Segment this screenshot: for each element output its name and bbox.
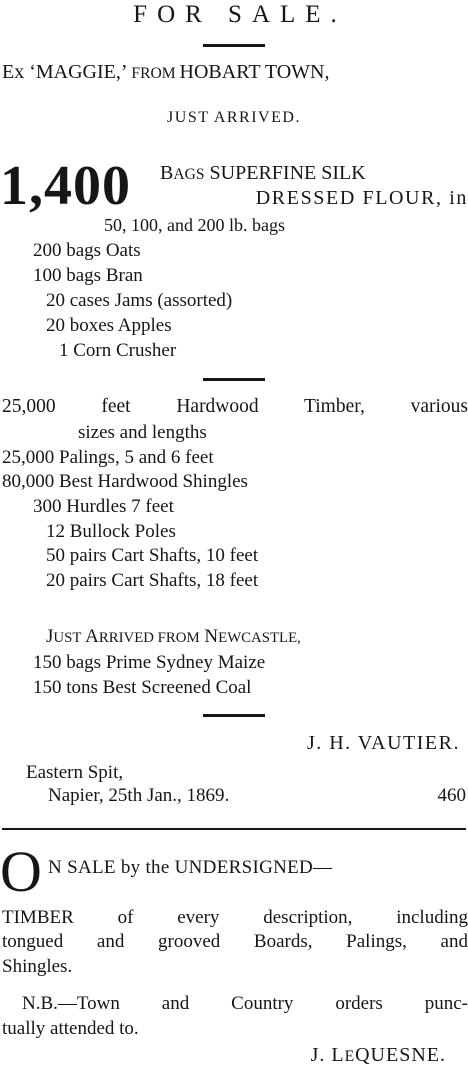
newcastle-j: J [46, 626, 54, 647]
ad2-signature [0, 1045, 446, 1065]
drop-cap: O [0, 839, 42, 904]
newcastle-heading [46, 627, 301, 646]
address-line-2: Napier, 25th Jan., 1869. [48, 785, 230, 806]
newcastle-a: A [81, 626, 99, 647]
newcastle-item: 150 bags Prime Sydney Maize [33, 652, 266, 673]
flour-line-3: 50, 100, and 200 lb. bags [104, 215, 285, 235]
ship-origin: HOBART TOWN, [179, 61, 330, 83]
ad2-line-1: N SALE by the UNDERSIGNED— [48, 857, 333, 878]
ad2-line-2: TIMBER of every description, including [2, 907, 468, 928]
ad2-signature-post: QUESNE. [355, 1044, 446, 1066]
just-arrived-heading: JUST ARRIVED. [167, 109, 301, 126]
newcastle-ewcastle: EWCASTLE, [218, 630, 301, 646]
advertiser-signature: J. H. VAUTIER. [306, 732, 460, 754]
produce-item: 100 bags Bran [33, 265, 143, 286]
produce-item: 20 boxes Apples [46, 315, 172, 336]
newcastle-item: 150 tons Best Screened Coal [33, 677, 252, 698]
flour-line-1 [160, 163, 366, 183]
ad2-signature-pre: J. L [310, 1044, 345, 1066]
ad-heading: FOR SALE. [133, 1, 347, 28]
ad2-line-5: N.B.—Town and Country orders punc- [22, 993, 468, 1014]
column-separator-rule [2, 828, 466, 830]
timber-item: 20 pairs Cart Shafts, 18 feet [46, 570, 259, 591]
timber-item: 12 Bullock Poles [46, 521, 176, 542]
address-line-1: Eastern Spit, [26, 762, 124, 783]
ship-line [2, 62, 329, 82]
produce-item: 20 cases Jams (assorted) [46, 290, 233, 311]
timber-item: 25,000 Palings, 5 and 6 feet [2, 447, 214, 468]
produce-item: 200 bags Oats [33, 240, 141, 261]
timber-item: 50 pairs Cart Shafts, 10 feet [46, 545, 259, 566]
timber-item: 80,000 Best Hardwood Shingles [2, 471, 248, 492]
flour-line-1-rest: SUPERFINE SILK [204, 162, 366, 184]
ad2-signature-smallcap: E [344, 1048, 356, 1065]
timber-line-1: 25,000 feet Hardwood Timber, various [2, 396, 468, 417]
timber-item: 300 Hurdles 7 feet [33, 496, 174, 517]
flour-line-1-cap: B [160, 162, 174, 184]
divider-rule [203, 714, 265, 717]
flour-quantity: 1,400 [0, 155, 131, 217]
advertisement-number: 460 [437, 785, 466, 806]
produce-item: 1 Corn Crusher [59, 340, 177, 361]
newcastle-ust: UST [53, 630, 82, 646]
newcastle-rrived: RRIVED FROM [98, 630, 200, 646]
ad2-line-3: tongued and grooved Boards, Palings, and [2, 931, 468, 952]
ship-from: FROM [127, 65, 180, 82]
ad2-line-6: tually attended to. [2, 1018, 139, 1039]
divider-rule [203, 44, 265, 47]
ad2-line-4: Shingles. [2, 956, 73, 977]
ship-name: ‘MAGGIE,’ [29, 61, 128, 83]
divider-rule [203, 378, 265, 381]
newcastle-n: N [199, 626, 219, 647]
flour-line-2: DRESSED FLOUR, in [255, 187, 468, 209]
timber-line-2: sizes and lengths [78, 422, 207, 443]
flour-line-1-smallcaps: AGS [173, 166, 205, 183]
ship-prefix: Ex [2, 61, 30, 83]
